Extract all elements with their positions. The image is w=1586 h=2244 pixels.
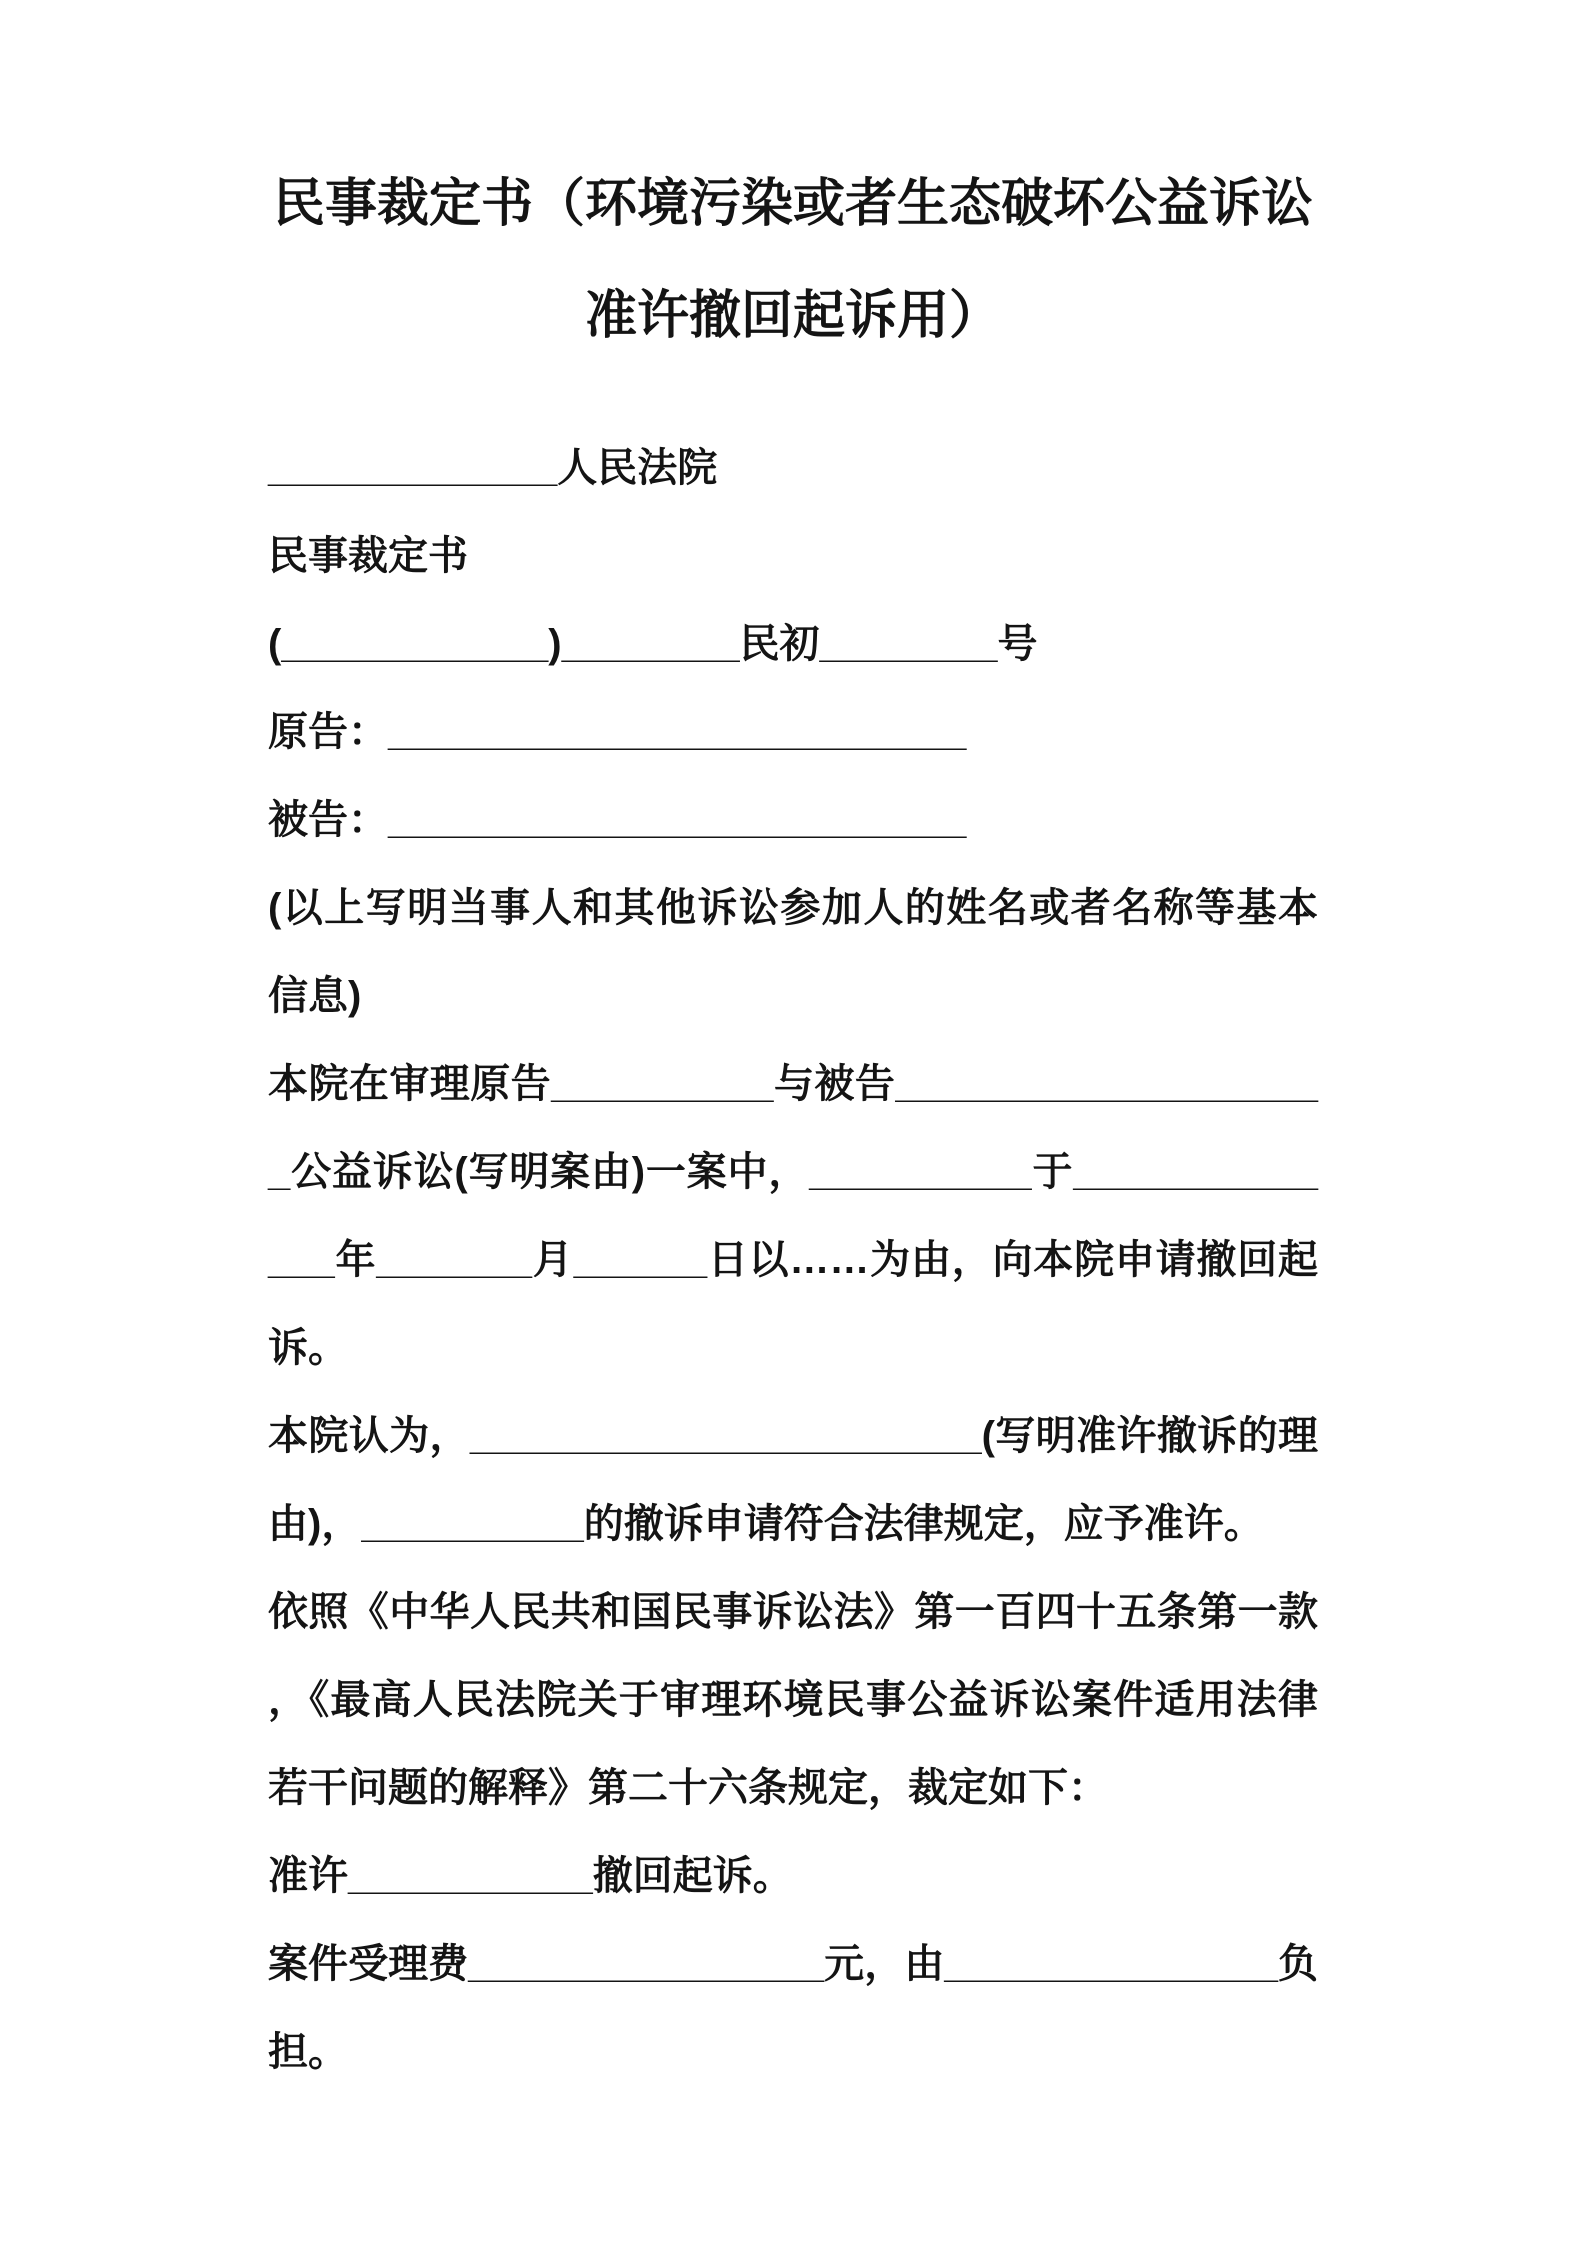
- legal-basis-paragraph: 依照《中华人民共和国民事诉讼法》第一百四十五条第一款，《最高人民法院关于审理环境民事公益诉讼案件适用法律若干问题的解释》第二十六条规定，裁定如下：: [268, 1590, 1318, 1810]
- court-opinion-paragraph: 本院认为，_______________________(写明准许撤诉的理由)，__________的撤诉申请符合法律规定，应予准许。: [268, 1414, 1318, 1546]
- document-body: [268, 424, 1318, 2096]
- case-review-paragraph: 本院在审理原告__________与被告____________________公益诉讼(写明案由)一案中，__________于______________年_______月______日以……为由，向本院申请撤回起诉。: [268, 1062, 1318, 1370]
- defendant-line: 被告：__________________________: [268, 798, 967, 842]
- court-name-line: _____________人民法院: [268, 446, 718, 490]
- parties-note-line: (以上写明当事人和其他诉讼参加人的姓名或者名称等基本信息): [268, 886, 1318, 1018]
- court-fee-paragraph: 案件受理费________________元，由_______________负担。: [268, 1942, 1318, 2074]
- case-number-line: (____________)________民初________号: [268, 622, 1038, 666]
- document-type-line: 民事裁定书: [268, 534, 468, 578]
- plaintiff-line: 原告：__________________________: [268, 710, 967, 754]
- ruling-line: 准许___________撤回起诉。: [268, 1854, 793, 1898]
- document-title: 民事裁定书（环境污染或者生态破坏公益诉讼准许撤回起诉用）: [272, 175, 1313, 345]
